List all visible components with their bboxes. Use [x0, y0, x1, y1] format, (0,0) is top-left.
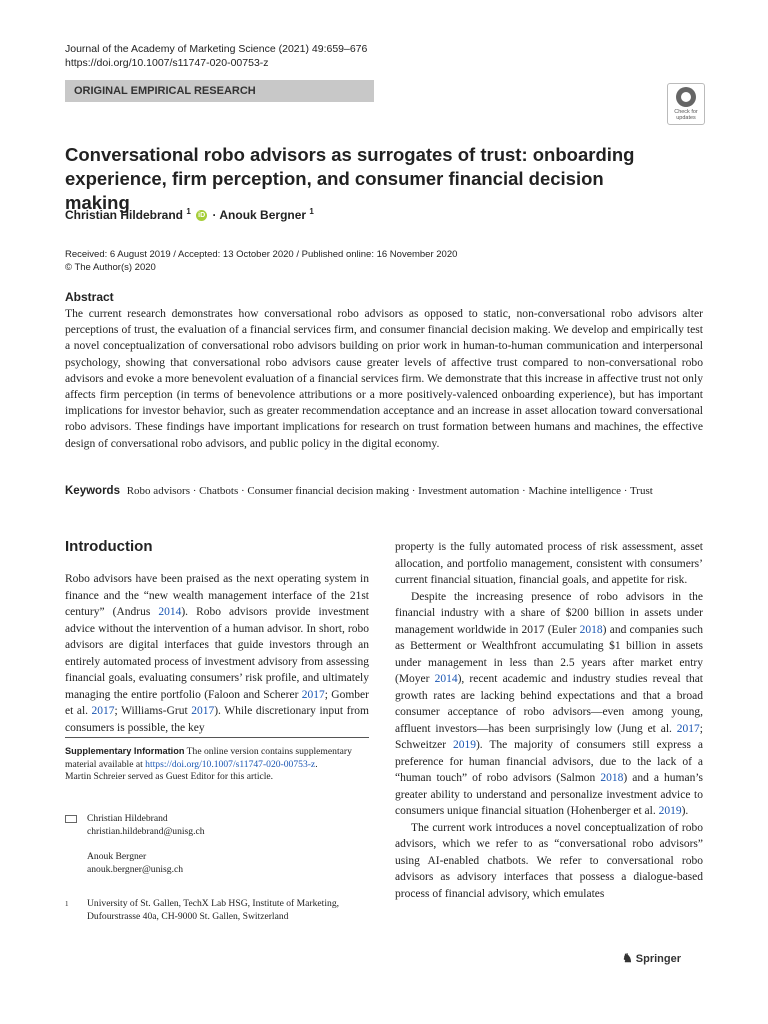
affiliation-number: 1	[65, 900, 69, 908]
citation-link[interactable]: 2017	[301, 688, 325, 701]
correspondence	[65, 813, 205, 876]
corr-name: Christian Hildebrand	[87, 813, 168, 824]
body-text: Despite the increasing presence of robo advisors in the financial industry with a share of $200 billion in assets under management worldwide in 2017 (Euler	[395, 590, 703, 636]
citation-link[interactable]: 2018	[579, 623, 603, 636]
affiliation-line: Dufourstrasse 40a, CH-9000 St. Gallen, Switzerland	[87, 910, 289, 922]
body-text: Robo advisors have been praised as the next operating system in finance and the “new wealth management interface of the 21st century” (Andrus	[65, 573, 369, 618]
footnote-divider	[65, 737, 369, 738]
affiliation-marker: 1	[309, 207, 314, 216]
supplementary-link[interactable]: https://doi.org/10.1007/s11747-020-00753-z	[145, 758, 316, 770]
springer-knight-icon: ♞	[622, 951, 633, 965]
body-column-right	[395, 539, 703, 902]
envelope-icon	[65, 815, 77, 823]
author-list	[65, 207, 314, 222]
citation-link[interactable]: 2019	[658, 805, 682, 817]
citation-link[interactable]: 2019	[452, 739, 476, 751]
citation-link[interactable]: 2014	[158, 606, 182, 618]
citation-link[interactable]: 2017	[191, 705, 215, 717]
keywords-heading: Keywords	[65, 485, 120, 497]
supplementary-info	[65, 745, 373, 771]
body-text: ; Schweitzer	[395, 722, 703, 751]
article-type-badge: ORIGINAL EMPIRICAL RESEARCH	[65, 80, 374, 102]
check-updates-icon	[676, 87, 696, 107]
corr-email[interactable]: christian.hildebrand@unisg.ch	[87, 825, 205, 837]
affiliation	[65, 898, 387, 923]
doi-link[interactable]: https://doi.org/10.1007/s11747-020-00753-z	[65, 57, 269, 69]
publication-dates	[65, 248, 457, 274]
citation-link[interactable]: 2017	[91, 705, 115, 717]
supplementary-label: Supplementary Information	[65, 746, 185, 756]
citation-link[interactable]: 2014	[434, 673, 458, 685]
paragraph	[395, 589, 703, 820]
author-separator: ·	[212, 208, 220, 222]
paragraph: property is the fully automated process of risk assessment, asset allocation, and portfolio management, consistent with consumers’ current financial situation, financial goals, and appetite for risk.	[395, 541, 703, 586]
corresponding-author	[65, 851, 205, 876]
author-name[interactable]: Anouk Bergner	[219, 208, 307, 222]
copyright-line: © The Author(s) 2020	[65, 262, 156, 273]
keywords	[65, 484, 705, 498]
guest-editor-note: Martin Schreier served as Guest Editor for this article.	[65, 771, 274, 782]
body-text: ; Williams-Grut	[114, 705, 192, 717]
abstract-text: The current research demonstrates how conversational robo advisors as opposed to static, non-conversational robo advisors alter perceptions of trust, the evaluation of a financial services firm, and consumer financial decision making. We develop and empirically test a novel conceptualization of conversational robo advisors building on prior work in human-to-human communication and interpersonal psychology, showing that conversational robo advisors cause greater levels of affective trust compared to non-conversational robo advisors and evoke a more benevolent evaluation of a financial services firm. We demonstrate that this increase in affective trust not only affects firm perception (in terms of benevolence attributions or a more positively-valenced onboarding experience), but has important implications for investor behavior, such as greater recommendation acceptance and an increase in asset allocation toward conversational robo advisors. These findings have important implications for research on trust formation between humans and machines, the effective design of conversational robo advisors, and public policy in the digital economy.	[65, 307, 703, 450]
supplementary-text: The online version contains supplementary material available at	[65, 746, 352, 770]
orcid-icon[interactable]: iD	[198, 212, 206, 220]
body-text: ).	[681, 805, 689, 817]
body-text: ) and a human’s greater ability to understand and personalize investment advice to consumers unique financial situation (Hohenberger et al.	[395, 772, 703, 817]
body-column-left	[65, 571, 369, 736]
paper-title: Conversational robo advisors as surrogates of trust: onboarding experience, firm perception, and consumer financial decision making	[65, 144, 635, 213]
journal-citation: Journal of the Academy of Marketing Science (2021) 49:659–676	[65, 43, 368, 55]
keywords-list: Robo advisors · Chatbots · Consumer financial decision making · Investment automation · Machine intelligence · Trust	[126, 485, 653, 497]
body-text: ). While discretionary input from consumers is possible, the key	[65, 705, 369, 734]
abstract-heading: Abstract	[65, 290, 114, 304]
history-dates: Received: 6 August 2019 / Accepted: 13 October 2020 / Published online: 16 November 2020	[65, 249, 458, 260]
body-text: ) and companies such as Betterment or Wealthfront accumulating $1 billion in assets under management in less than 2.5 years after market entry (Moyer	[395, 623, 703, 685]
check-updates-label: Check for updates	[674, 109, 698, 121]
supplementary-note	[65, 745, 373, 784]
author-name[interactable]: Christian Hildebrand	[65, 208, 184, 222]
body-text: ). The majority of consumers still express a preference for human financial advisors, due to the lack of a “human touch” of robo advisors (Salmon	[395, 739, 704, 784]
affiliation-line: University of St. Gallen, TechX Lab HSG, Institute of Marketing,	[87, 898, 340, 909]
journal-header	[65, 42, 367, 70]
citation-link[interactable]: 2017	[676, 722, 700, 735]
corr-email[interactable]: anouk.bergner@unisg.ch	[87, 863, 184, 875]
paragraph: The current work introduces a novel conceptualization of robo advisors, which we refer to as “conversational robo advisors” using AI-enabled chatbots. We refer to conversational robo advisors as advisory interfaces that possess a dialogue-based process of financial advisory, which emulates	[395, 821, 703, 900]
publisher-name: Springer	[635, 953, 681, 965]
body-text: ; Gomber et al.	[65, 688, 369, 717]
section-heading-introduction: Introduction	[65, 538, 153, 555]
publisher-logo	[622, 951, 681, 965]
body-text: ). Robo advisors provide investment advice without the intervention of a human advisor. In short, robo advisors are digital interfaces that guide investors through an entirely automated process of investment advisory from assessing financial goals, evaluating consumers’ risk profile, and ultimately managing the entire portfolio (Faloon and Scherer	[65, 606, 369, 701]
citation-link[interactable]: 2018	[600, 772, 624, 784]
body-text: ), recent academic and industry studies reveal that growth rates are lacking behind expectations and that a broad consumer acceptance of robo advisors—even among young, affluent investors—has been surprisingly low (Jung et al.	[395, 673, 704, 735]
supplementary-end: .	[315, 758, 318, 770]
corr-name: Anouk Bergner	[87, 851, 147, 862]
affiliation-marker: 1	[186, 207, 191, 216]
corresponding-author	[65, 813, 205, 838]
check-for-updates-button[interactable]	[667, 83, 705, 125]
